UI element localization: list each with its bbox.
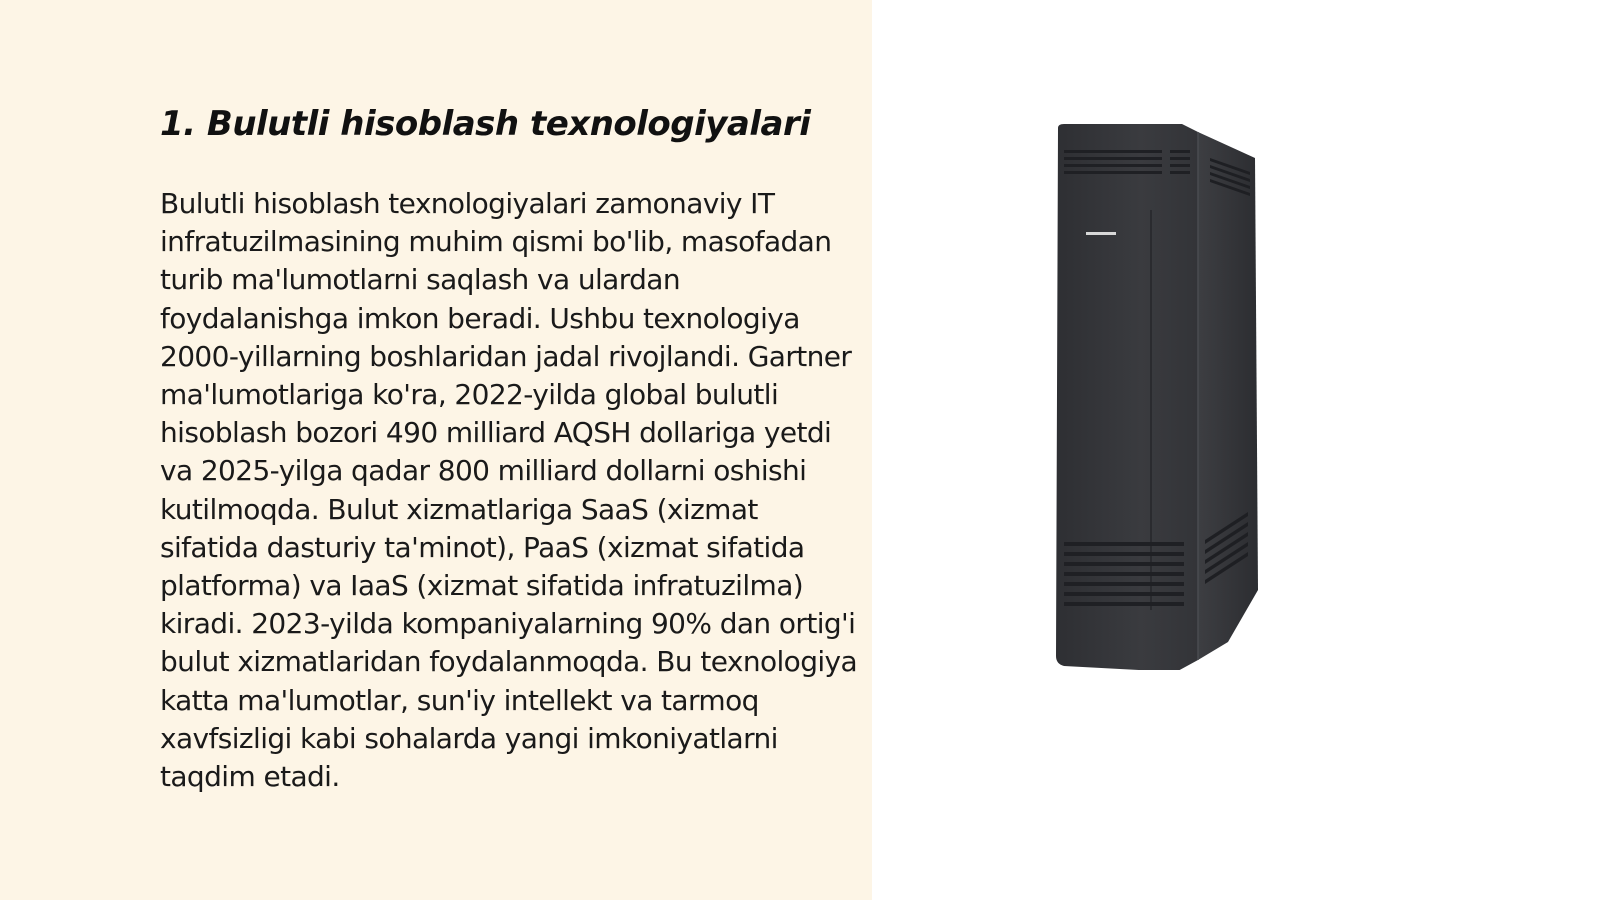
slide-body-text: Bulutli hisoblash texnologiyalari zamonaviy IT infratuzilmasining muhim qismi bo'lib, masofadan turib ma'lumotlarni saqlash va ulardan foydalanishga imkon beradi. Ushbu texnologiya 2000-yillarning boshlaridan jadal rivojlandi. Gartner ma'lumotlariga ko'ra, 2022-yilda global bulutli hisoblash bozori 490 milliard AQSH dollariga yetdi va 2025-yilga qadar 800 milliard dollarni oshishi kutilmoqda. Bulut xizmatlariga SaaS (xizmat sifatida dasturiy ta'minot), PaaS (xizmat sifatida platforma) va IaaS (xizmat sifatida infratuzilma) kiradi. 2023-yilda kompaniyalarning 90% dan ortig'i bulut xizmatlaridan foydalanmoqda. Bu texnologiya katta ma'lumotlar, sun'iy intellekt va tarmoq xavfsizligi kabi sohalarda yangi imkoniyatlarni taqdim etadi. [160,187,858,794]
slide-title: 1. Bulutli hisoblash texnologiyalari [160,104,811,144]
server-cabinet-image [1050,120,1270,670]
